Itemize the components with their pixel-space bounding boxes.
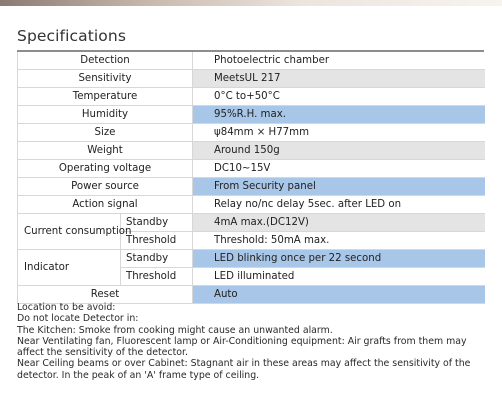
table-row xyxy=(18,178,485,196)
spec-label-weight: Weight xyxy=(18,142,193,160)
spec-value-humidity: 95%R.H. max. xyxy=(193,106,485,124)
spec-label-humidity: Humidity xyxy=(18,106,193,124)
spec-value-detection: Photoelectric chamber xyxy=(193,52,485,70)
spec-value-action-signal: Relay no/nc delay 5sec. after LED on xyxy=(193,196,485,214)
table-row xyxy=(18,70,485,88)
sublabel-current-standby: Standby xyxy=(121,214,193,232)
specifications-table xyxy=(17,52,485,304)
spec-value-indicator-threshold: LED illuminated xyxy=(193,268,485,286)
installation-notes xyxy=(17,302,489,381)
spec-value-current-standby: 4mA max.(DC12V) xyxy=(193,214,485,232)
spec-value-indicator-standby: LED blinking once per 22 second xyxy=(193,250,485,268)
note-line: Location to be avoid: xyxy=(17,302,116,313)
table-row xyxy=(18,286,485,304)
spec-value-size: ψ84mm × H77mm xyxy=(193,124,485,142)
note-line: Do not locate Detector in: xyxy=(17,313,139,325)
table-row xyxy=(18,214,485,232)
table-row xyxy=(18,88,485,106)
table-row xyxy=(18,52,485,70)
spec-value-temperature: 0°C to+50°C xyxy=(193,88,485,106)
spec-label-size: Size xyxy=(18,124,193,142)
spec-value-reset: Auto xyxy=(193,286,485,304)
sublabel-indicator-threshold: Threshold xyxy=(121,268,193,286)
spec-label-reset: Reset xyxy=(18,286,193,304)
table-row xyxy=(18,142,485,160)
table-row xyxy=(18,160,485,178)
spec-value-weight: Around 150g xyxy=(193,142,485,160)
note-line: Near Ventilating fan, Fluorescent lamp or Air-Conditioning equipment: Air grafts from them may affect the sensitivity of the detector. xyxy=(17,335,467,359)
note-line: Near Ceiling beams or over Cabinet: Stagnant air in these areas may affect the sensitivity of the detector. In the peak of an 'A' frame type of ceiling. xyxy=(17,358,471,381)
spec-value-power-source: From Security panel xyxy=(193,178,485,196)
spec-label-power-source: Power source xyxy=(18,178,193,196)
note-line: The Kitchen: Smoke from cooking might cause an unwanted alarm. xyxy=(17,324,333,336)
spec-value-current-threshold: Threshold: 50mA max. xyxy=(193,232,485,250)
table-row xyxy=(18,196,485,214)
spec-label-detection: Detection xyxy=(18,52,193,70)
page-title: Specifications xyxy=(17,27,126,45)
sublabel-current-threshold: Threshold xyxy=(121,232,193,250)
table-row xyxy=(18,124,485,142)
spec-value-sensitivity: MeetsUL 217 xyxy=(193,70,485,88)
spec-label-action-signal: Action signal xyxy=(18,196,193,214)
top-banner-strip xyxy=(0,0,502,6)
spec-label-sensitivity: Sensitivity xyxy=(18,70,193,88)
spec-label-indicator: Indicator xyxy=(18,250,121,286)
table-row xyxy=(18,106,485,124)
spec-label-operating-voltage: Operating voltage xyxy=(18,160,193,178)
spec-label-current-consumption: Current consumption xyxy=(18,214,121,250)
sublabel-indicator-standby: Standby xyxy=(121,250,193,268)
spec-label-temperature: Temperature xyxy=(18,88,193,106)
spec-value-operating-voltage: DC10~15V xyxy=(193,160,485,178)
table-row xyxy=(18,250,485,268)
